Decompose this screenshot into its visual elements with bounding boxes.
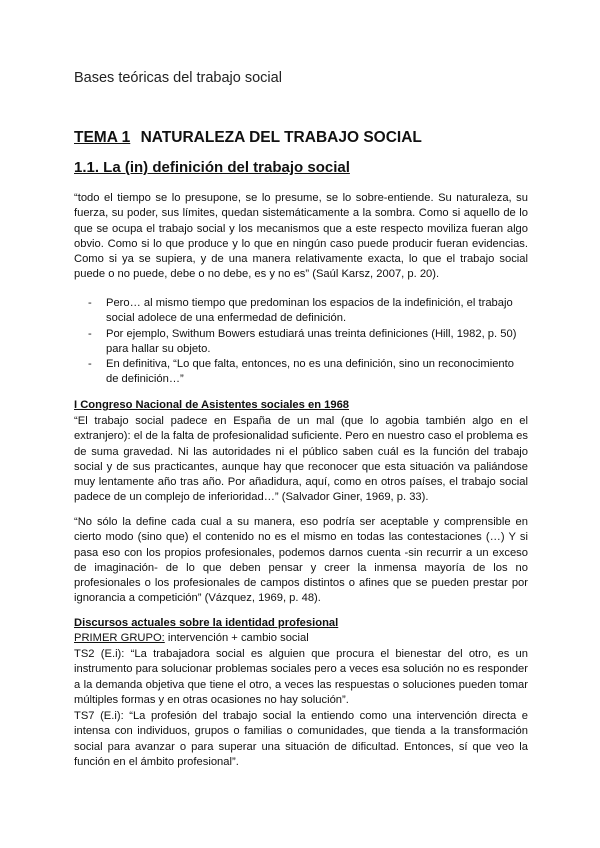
chapter-title: NATURALEZA DEL TRABAJO SOCIAL bbox=[140, 129, 422, 146]
paragraph-giner-quote: “El trabajo social padece en España de un mal (que lo agobia también algo en el extranjero): el de la falta de profesionalidad suficiente. Pero en nuestro caso el problema es de suma gravedad. Ni las autoridades ni el público saben cuál es la función del trabajo social y de sus practicantes, aunque hay que reconocer que esta situación va paliándose muy lentamente año tras año. Por añadidura, aquí, como en otros países, el trabajo social padece de un complejo de inferioridad…” (Salvador Giner, 1969, p. 33). bbox=[74, 415, 528, 504]
discursos-heading: Discursos actuales sobre la identidad profesional bbox=[74, 617, 339, 629]
grupo-label: PRIMER GRUPO: bbox=[74, 632, 165, 644]
grupo-line bbox=[74, 632, 309, 644]
grupo-description: intervención + cambio social bbox=[164, 632, 309, 644]
chapter-heading bbox=[74, 129, 422, 147]
bullet-item: - Por ejemplo, Swithum Bowers estudiará unas treinta definiciones (Hill, 1982, p. 50) para hallar su objeto. bbox=[88, 327, 528, 358]
section-title: 1.1. La (in) definición del trabajo social bbox=[74, 159, 350, 176]
paragraph-ts2: TS2 (E.i): “La trabajadora social es alguien que procura el bienestar del otro, es un instrumento para solucionar problemas sociales pero a veces esa solución no es responder a la demanda objetiva que tiene el otro, a veces las respuestas o soluciones pueden tomar múltiples formas y en otras ocasiones no hay solución”. bbox=[74, 648, 528, 706]
bullet-item: - Pero… al mismo tiempo que predominan los espacios de la indefinición, el trabajo social adolece de una enfermedad de definición. bbox=[88, 296, 528, 327]
paragraph-ts7: TS7 (E.i): “La profesión del trabajo social la entiendo como una intervención directa e intensa con individuos, grupos o familias o comunidades, que tienda a la transformación social para avanzar o para superar una situación de dificultad. Entonces, sí que veo la función en el ámbito profesional”. bbox=[74, 710, 528, 768]
bullet-list bbox=[88, 296, 528, 388]
bullet-item: - En definitiva, “Lo que falta, entonces, no es una definición, sino un reconocimiento de definición…” bbox=[88, 357, 528, 388]
congreso-heading: I Congreso Nacional de Asistentes sociales en 1968 bbox=[74, 399, 350, 411]
document-header: Bases teóricas del trabajo social bbox=[74, 70, 282, 86]
chapter-number: TEMA 1 bbox=[74, 129, 131, 146]
paragraph-vazquez-quote: “No sólo la define cada cual a su manera, eso podría ser aceptable y comprensible en cierto modo (sino que) el contenido no es el mismo en todas las contestaciones (…) Y si pasa eso con los propios profesionales, podemos darnos cuenta -sin recurrir a un exceso de imaginación- de lo que deben pensar y creer la inmensa mayoría de los no profesionales o los profesionales de campos distintos o afines que se pueden prestar por ignorancia a competición” (Vázquez, 1969, p. 48). bbox=[74, 516, 528, 605]
paragraph-karsz-quote: “todo el tiempo se lo presupone, se lo presume, se lo sobre-entiende. Su naturaleza, su fuerza, su poder, sus límites, quedan sistemáticamente a la sombra. Como si aquello de lo que se ocupa el trabajo social y los mecanismos que a este respecto moviliza fueran algo obvio. Como si lo que produce y lo que en ningún caso puede producir fueran evidencias. Como si ya se supiera, y de una manera relativamente exacta, lo que el trabajo social puede o no puede, debe o no debe, es y no es” (Saúl Karsz, 2007, p. 20). bbox=[74, 192, 528, 281]
